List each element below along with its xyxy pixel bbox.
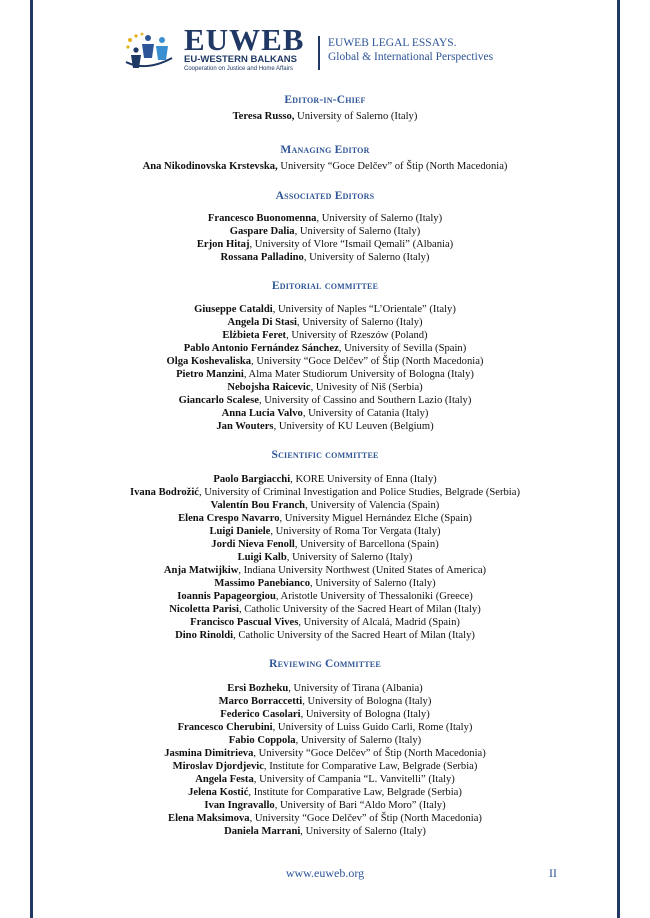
list-item [33,512,617,525]
member-affiliation: , Alma Mater Studiorum University of Bologna (Italy) [243,369,474,380]
member-affiliation: , University of Tirana (Albania) [288,683,423,694]
member-name: Massimo Panebianco [214,578,310,589]
member-affiliation: University of Salerno (Italy) [294,111,418,122]
list-item [33,721,617,734]
list-item [33,812,617,825]
member-affiliation: , KORE University of Enna (Italy) [290,474,437,485]
member-name: Angela Di Stasi [227,317,297,328]
member-affiliation: , University of Salerno (Italy) [310,578,436,589]
member-affiliation: , Institute for Comparative Law, Belgrade (Serbia) [248,787,462,798]
list-item [33,368,617,381]
section-heading-associated-editors: Associated Editors [275,190,375,202]
member-affiliation: , University of Campania “L. Vanvitelli” (Italy) [253,774,455,785]
member-name: Ivana Bodrožić [130,487,199,498]
member-name: Teresa Russo, [232,111,295,122]
member-name: Marco Borraccetti [218,696,303,707]
member-name: Jordi Nieva Fenoll [211,539,295,550]
member-affiliation: , University of Criminal Investigation and Police Studies, Belgrade (Serbia) [198,487,520,498]
member-name: Elena Crespo Navarro [178,513,280,524]
list-item [33,786,617,799]
member-name: Giancarlo Scalese [178,395,259,406]
member-name: Olga Koshevaliska [166,356,252,367]
member-affiliation: , University of Barcellona (Spain) [294,539,439,550]
member-name: Fabio Coppola [228,735,296,746]
member-affiliation: , University of Bologna (Italy) [302,696,432,707]
list-item [33,799,617,812]
page-number: II [549,866,557,880]
list-item [33,682,617,695]
list-item [33,708,617,721]
logo-emblem-icon [122,28,182,72]
list-item [33,160,617,173]
member-name: Elżbieta Feret [222,330,287,341]
list-item [33,603,617,616]
member-affiliation: , University of Salerno (Italy) [295,735,422,746]
member-affiliation: , University “Goce Delčev” of Štip (North Macedonia) [251,356,484,367]
member-affiliation: , University of Cassino and Southern Lazio (Italy) [258,395,472,406]
member-name: Paolo Bargiacchi [213,474,291,485]
member-affiliation: , University Miguel Hernández Elche (Spain) [279,513,472,524]
list-item [33,251,617,264]
list-item [33,303,617,316]
member-name: Gaspare Dalia [229,226,295,237]
member-affiliation: , University of KU Leuven (Belgium) [273,421,434,432]
member-name: Elena Maksimova [168,813,250,824]
member-affiliation: , University of Salerno (Italy) [286,552,413,563]
member-affiliation: , University of Bari “Aldo Moro” (Italy) [274,800,446,811]
list-item [33,316,617,329]
section-heading-editorial-committee: Editorial committee [271,280,379,292]
header-divider [318,36,320,70]
member-affiliation: , Catholic University of the Sacred Heart of Milan (Italy) [238,604,481,615]
list-item [33,473,617,486]
page-border-right [617,0,620,918]
member-affiliation: , Indiana University Northwest (United States of America) [238,565,487,576]
member-affiliation: , Institute for Comparative Law, Belgrade (Serbia) [263,761,478,772]
member-name: Nicoletta Parisi [169,604,239,615]
member-name: Federico Casolari [220,709,301,720]
member-affiliation: , University of Alcalá, Madrid (Spain) [298,617,460,628]
list-item [33,564,617,577]
list-item [33,629,617,642]
member-name: Jasmina Dimitrieva [164,748,254,759]
member-name: Ioannis Papageorgiou [177,591,276,602]
series-title [328,36,493,64]
member-name: Jan Wouters [216,421,274,432]
member-name: Luigi Kalb [237,552,287,563]
member-affiliation: , University of Bologna (Italy) [300,709,430,720]
member-name: Rossana Palladino [220,252,304,263]
member-affiliation: , University of Salerno (Italy) [294,226,421,237]
list-item [33,590,617,603]
euweb-logo [122,22,312,74]
list-item [33,538,617,551]
member-affiliation: , Univesity of Niš (Serbia) [310,382,423,393]
member-name: Ivan Ingravallo [204,800,275,811]
member-name: Francisco Pascual Vives [190,617,299,628]
member-name: Anja Matwijkiw [163,565,239,576]
logo-subtitle: EU-WESTERN BALKANS [184,54,297,65]
member-affiliation: University “Goce Delčev” of Štip (North Macedonia) [277,161,508,172]
footer-website-link[interactable]: www.euweb.org [285,866,365,880]
member-affiliation: , Aristotle University of Thessaloniki (Greece) [275,591,473,602]
list-item [33,342,617,355]
member-name: Luigi Daniele [209,526,271,537]
logo-wordmark: EUWEB [184,22,305,57]
member-name: Jelena Kostić [188,787,249,798]
list-item [33,760,617,773]
list-item [33,747,617,760]
list-item [33,329,617,342]
series-title-line2: Global & International Perspectives [328,51,494,63]
list-item [33,212,617,225]
member-name: Erjon Hitaj [196,239,250,250]
list-item [33,407,617,420]
member-name: Daniela Marrani [224,826,301,837]
list-item [33,499,617,512]
member-affiliation: , University of Rzeszów (Poland) [286,330,428,341]
member-affiliation: , University of Salerno (Italy) [296,317,423,328]
member-affiliation: , University of Salerno (Italy) [300,826,426,837]
list-item [33,238,617,251]
section-heading-scientific-committee: Scientific committee [271,449,379,461]
list-item [33,420,617,433]
member-affiliation: , University of Sevilla (Spain) [338,343,467,354]
list-item [33,577,617,590]
member-affiliation: , University “Goce Delčev” of Štip (North Macedonia) [249,813,482,824]
list-item [33,734,617,747]
member-name: Nebojsha Raicevic [227,382,311,393]
member-name: Pablo Antonio Fernández Sánchez [183,343,339,354]
member-name: Angela Festa [195,774,254,785]
list-item [33,394,617,407]
list-item [33,525,617,538]
member-affiliation: , University of Luiss Guido Carli, Rome (Italy) [272,722,473,733]
member-affiliation: , University of Salerno (Italy) [303,252,430,263]
logo-tagline: Cooperation on Justice and Home Affairs [184,66,293,72]
list-item [33,551,617,564]
member-name: Anna Lucia Valvo [221,408,303,419]
list-item [33,110,617,123]
list-item [33,825,617,838]
member-name: Dino Rinoldi [175,630,234,641]
list-item [33,773,617,786]
member-name: Ersi Bozheku [227,683,289,694]
member-name: Giuseppe Cataldi [194,304,273,315]
list-item [33,616,617,629]
section-heading-reviewing-committee: Reviewing Committee [269,658,381,670]
member-name: Valentín Bou Franch [210,500,306,511]
list-item [33,225,617,238]
series-title-line1: EUWEB LEGAL ESSAYS. [328,37,457,49]
list-item [33,381,617,394]
member-affiliation: , Catholic University of the Sacred Heart of Milan (Italy) [233,630,475,641]
member-name: Miroslav Djordjevic [172,761,264,772]
list-item [33,695,617,708]
member-affiliation: , University of Valencia (Spain) [305,500,440,511]
member-name: Francesco Buonomenna [207,213,317,224]
member-affiliation: , University of Catania (Italy) [302,408,429,419]
member-name: Pietro Manzini [176,369,244,380]
section-heading-managing-editor: Managing Editor [280,144,370,156]
list-item [33,486,617,499]
list-item [33,355,617,368]
member-name: Francesco Cherubini [177,722,273,733]
member-affiliation: , University of Vlore “Ismail Qemali” (Albania) [249,239,454,250]
member-affiliation: , University “Goce Delčev” of Štip (North Macedonia) [253,748,486,759]
member-affiliation: , University of Roma Tor Vergata (Italy) [270,526,441,537]
page-header [122,22,542,76]
member-affiliation: , University of Salerno (Italy) [316,213,443,224]
section-heading-editor-in-chief: Editor-in-Chief [284,94,366,106]
member-affiliation: , University of Naples “L’Orientale” (Italy) [272,304,456,315]
member-name: Ana Nikodinovska Krstevska, [142,161,278,172]
